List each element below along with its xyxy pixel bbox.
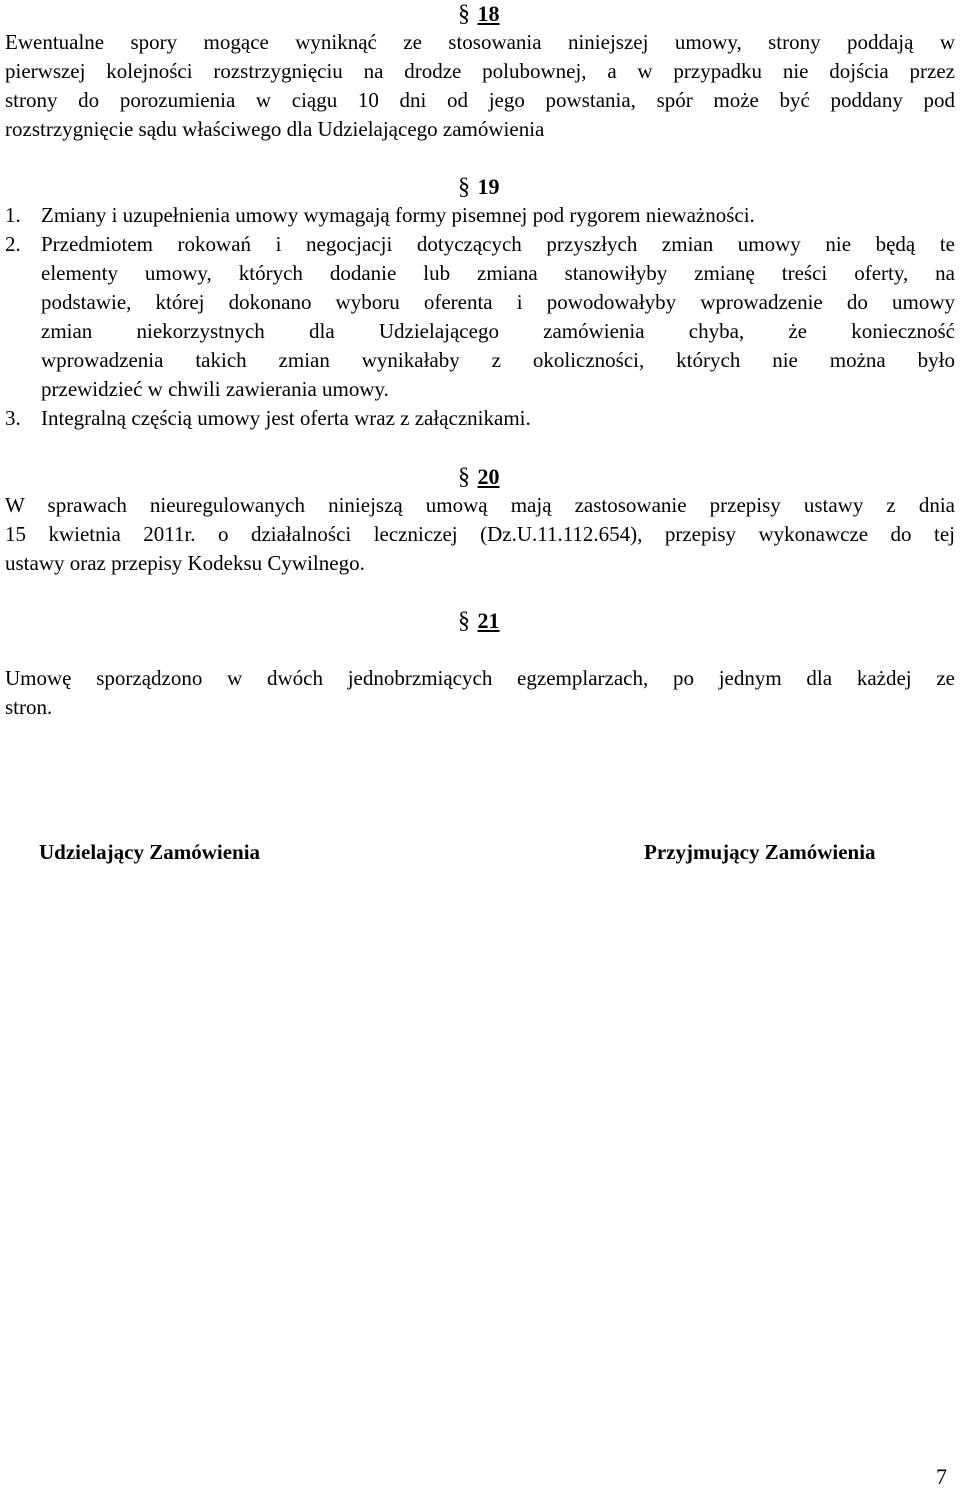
- item-text-line: Przedmiotem rokowań i negocjacji dotyczących przyszłych zmian umowy nie będą te: [41, 232, 955, 256]
- section-20-line-3: ustawy oraz przepisy Kodeksu Cywilnego.: [5, 551, 365, 575]
- item-text-line: Integralną częścią umowy jest oferta wraz z załącznikami.: [41, 406, 531, 430]
- section-symbol: §: [458, 174, 470, 200]
- section-symbol: §: [458, 608, 470, 634]
- section-19-item-1: [5, 201, 955, 230]
- section-20-heading: [458, 462, 500, 492]
- section-21-heading: [458, 606, 500, 636]
- section-18-line-2: pierwszej kolejności rozstrzygnięciu na drodze polubownej, a w przypadku nie dojścia przez: [5, 59, 955, 83]
- section-18-line-3: strony do porozumienia w ciągu 10 dni od jego powstania, spór może być poddany pod: [5, 88, 955, 112]
- section-19-item-3: [5, 404, 955, 433]
- section-number: 18: [477, 1, 500, 26]
- signature-right-label: Przyjmujący Zamówienia: [644, 840, 876, 864]
- section-number: 19: [477, 174, 500, 199]
- item-number: 3.: [5, 406, 21, 430]
- section-symbol: §: [458, 464, 470, 490]
- section-19-item-2-line-6: przewidzieć w chwili zawierania umowy.: [41, 377, 389, 401]
- page-number: 7: [936, 1464, 947, 1489]
- section-20-line-2: 15 kwietnia 2011r. o działalności leczniczej (Dz.U.11.112.654), przepisy wykonawcze do tej: [5, 522, 955, 546]
- section-20-line-1: W sprawach nieuregulowanych niniejszą umową mają zastosowanie przepisy ustawy z dnia: [5, 493, 955, 517]
- item-number: 1.: [5, 203, 21, 227]
- section-symbol: §: [458, 1, 470, 27]
- section-19-item-2-line-5: wprowadzenia takich zmian wynikałaby z okoliczności, których nie można było: [41, 348, 955, 372]
- item-text-line: Zmiany i uzupełnienia umowy wymagają formy pisemnej pod rygorem nieważności.: [41, 203, 755, 227]
- section-19-heading: [458, 172, 500, 202]
- section-19-item-2-line-4: zmian niekorzystnych dla Udzielającego zamówienia chyba, że konieczność: [41, 319, 955, 343]
- section-19-item-2-line-3: podstawie, której dokonano wyboru oferenta i powodowałyby wprowadzenie do umowy: [41, 290, 955, 314]
- section-21-line-1: Umowę sporządzono w dwóch jednobrzmiących egzemplarzach, po jednym dla każdej ze: [5, 666, 955, 690]
- section-21-line-2: stron.: [5, 695, 53, 719]
- section-19-item-2-line-2: elementy umowy, których dodanie lub zmiana stanowiłyby zmianę treści oferty, na: [41, 261, 955, 285]
- section-number: 20: [477, 464, 500, 489]
- section-18-heading: [458, 0, 500, 29]
- signature-left-label: Udzielający Zamówienia: [39, 840, 261, 864]
- item-number: 2.: [5, 232, 21, 256]
- section-number: 21: [477, 608, 500, 633]
- section-18-line-4: rozstrzygnięcie sądu właściwego dla Udzielającego zamówienia: [5, 117, 545, 141]
- section-18-line-1: Ewentualne spory mogące wyniknąć ze stosowania niniejszej umowy, strony poddają w: [5, 30, 955, 54]
